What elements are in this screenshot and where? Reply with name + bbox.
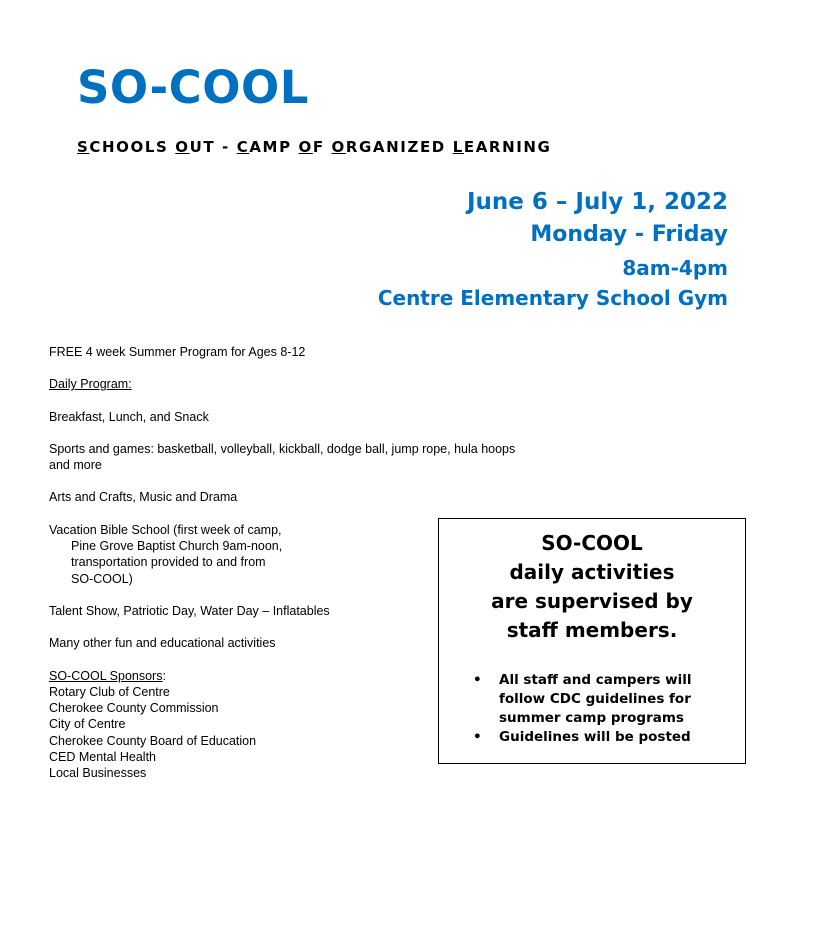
- meals-item: Breakfast, Lunch, and Snack: [49, 409, 209, 424]
- subtitle-part: C: [236, 138, 250, 156]
- supervision-notice-box: [438, 518, 746, 764]
- bullet-line: All staff and campers will: [499, 672, 692, 688]
- bullet-line: summer camp programs: [499, 710, 684, 726]
- sponsor-item: CED Mental Health: [49, 750, 156, 765]
- subtitle-part: RGANIZED: [345, 138, 453, 156]
- notice-heading-line: SO-COOL: [541, 531, 643, 555]
- sponsors-heading-colon: :: [162, 668, 166, 683]
- notice-heading-line: daily activities: [509, 560, 675, 584]
- sports-item: [49, 441, 549, 474]
- program-intro: FREE 4 week Summer Program for Ages 8-12: [49, 345, 306, 359]
- sponsors-heading-label: SO-COOL Sponsors: [49, 668, 163, 683]
- daily-program-heading: Daily Program:: [49, 377, 132, 392]
- event-hours: 8am-4pm: [622, 256, 728, 280]
- event-location: Centre Elementary School Gym: [377, 286, 728, 310]
- bullet-line: Guidelines will be posted: [499, 729, 691, 745]
- subtitle-part: O: [298, 138, 313, 156]
- sports-line: and more: [49, 458, 102, 473]
- page-title: SO-COOL: [77, 61, 309, 114]
- sponsor-item: City of Centre: [49, 717, 126, 732]
- notice-bullets: [439, 671, 745, 747]
- subtitle-part: UT -: [189, 138, 237, 156]
- notice-heading: [439, 529, 745, 645]
- bullet-line: follow CDC guidelines for: [499, 691, 691, 707]
- sponsor-item: Cherokee County Board of Education: [49, 733, 257, 748]
- event-info: [378, 186, 728, 312]
- subtitle-part: O: [331, 138, 346, 156]
- sports-line: Sports and games: basketball, volleyball, kickball, dodge ball, jump rope, hula hoops: [49, 441, 516, 456]
- subtitle-part: L: [452, 138, 464, 156]
- bullet-dot-icon: •: [473, 672, 482, 688]
- subtitle-part: AMP: [249, 138, 299, 156]
- subtitle-part: CHOOLS: [89, 138, 176, 156]
- acronym-subtitle: [77, 137, 551, 157]
- sponsor-item: Local Businesses: [49, 766, 147, 781]
- event-days: Monday - Friday: [530, 222, 728, 247]
- vbs-line: Pine Grove Baptist Church 9am-noon,: [71, 539, 283, 554]
- subtitle-part: O: [175, 138, 190, 156]
- vbs-line: SO-COOL): [71, 571, 133, 586]
- events-item: Talent Show, Patriotic Day, Water Day – Inflatables: [49, 603, 330, 618]
- event-dates: June 6 – July 1, 2022: [466, 189, 728, 215]
- subtitle-part: F: [312, 138, 332, 156]
- bullet-dot-icon: •: [473, 729, 482, 745]
- notice-heading-line: are supervised by: [491, 589, 693, 613]
- sponsor-item: Cherokee County Commission: [49, 701, 219, 716]
- notice-bullet: [439, 671, 745, 728]
- subtitle-part: EARNING: [463, 138, 552, 156]
- subtitle-part: S: [77, 138, 90, 156]
- arts-item: Arts and Crafts, Music and Drama: [49, 490, 238, 505]
- vbs-line: Vacation Bible School (first week of camp,: [49, 522, 282, 537]
- vbs-line: transportation provided to and from: [71, 555, 266, 570]
- notice-heading-line: staff members.: [506, 618, 678, 642]
- notice-bullet: [439, 728, 745, 747]
- sponsor-item: Rotary Club of Centre: [49, 684, 170, 699]
- other-activities-item: Many other fun and educational activities: [49, 636, 276, 651]
